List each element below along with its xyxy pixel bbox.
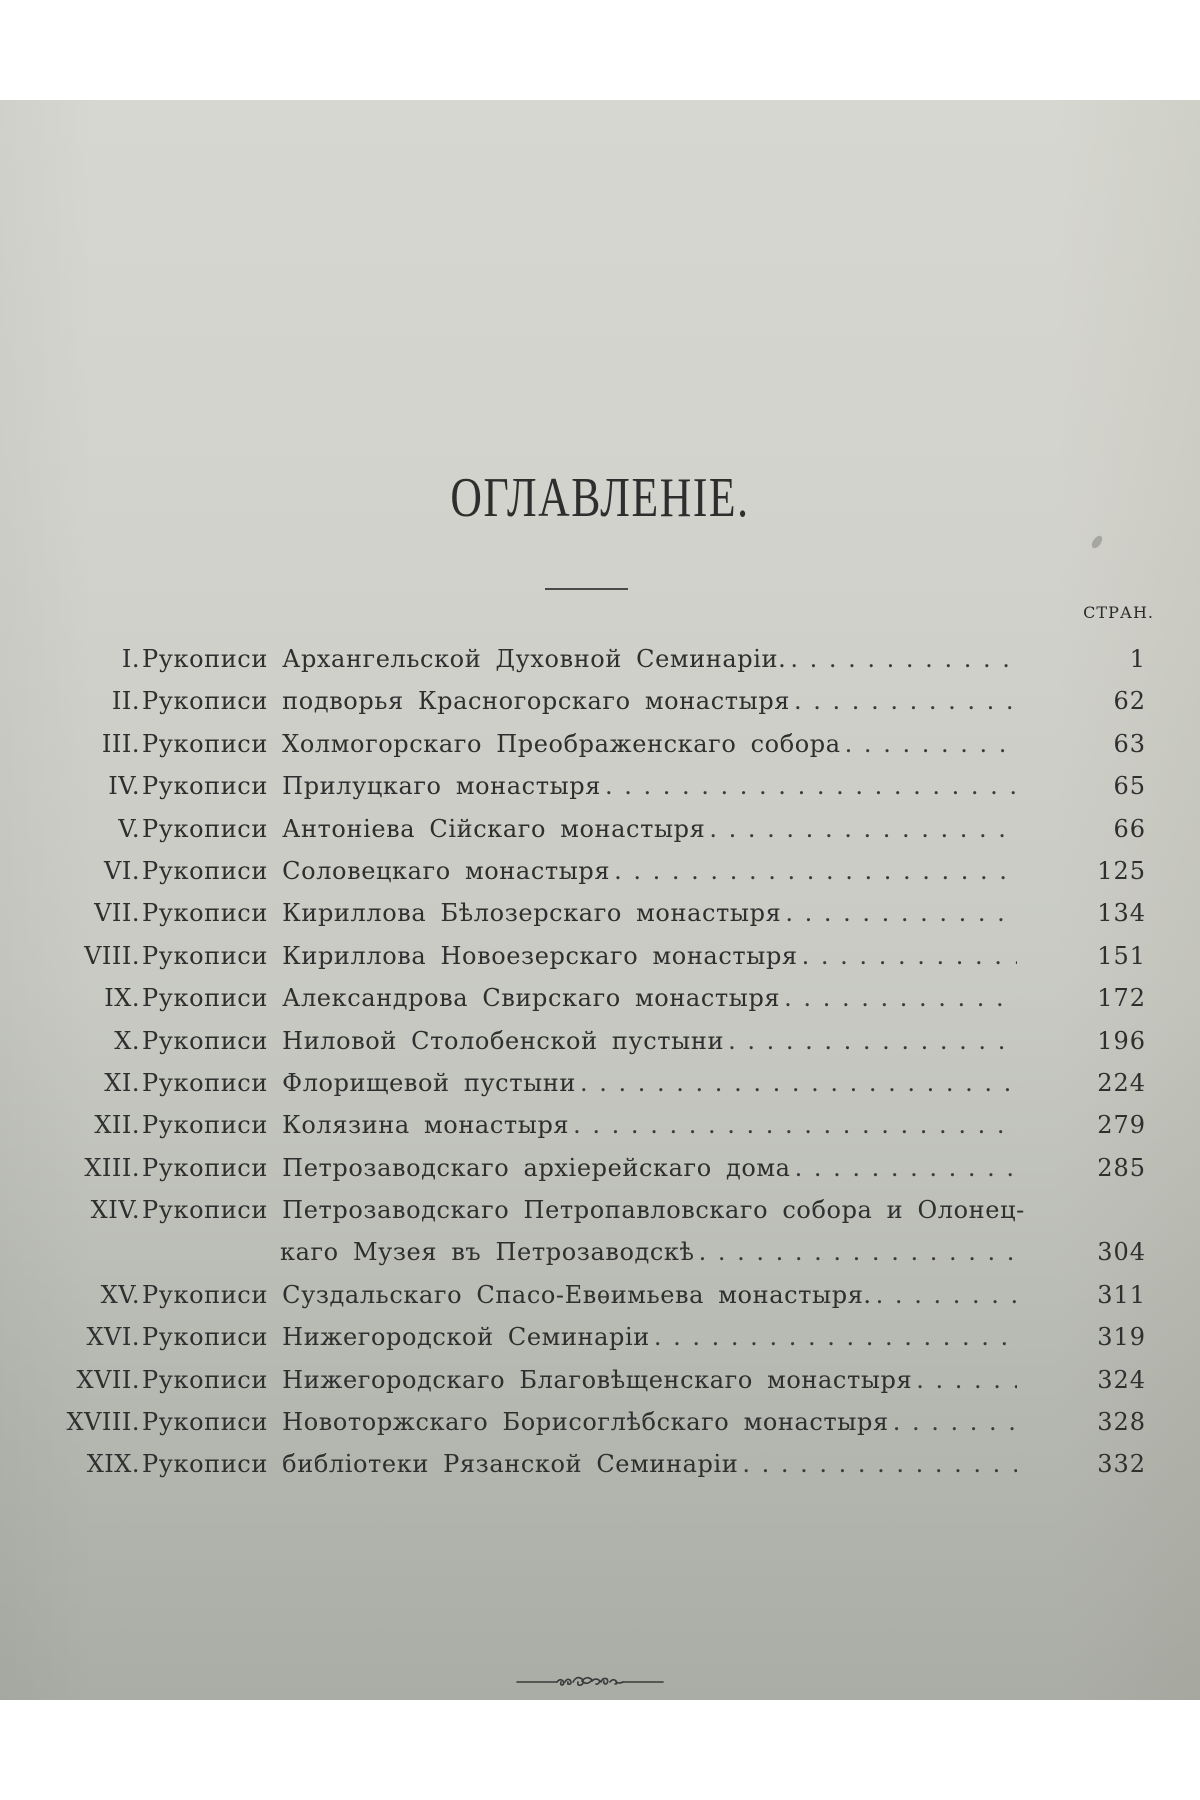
dot-leader — [795, 1154, 1017, 1182]
toc-page-number: 332 — [1097, 1450, 1146, 1479]
toc-entry-14[interactable] — [0, 1190, 1200, 1232]
dot-leader — [580, 1069, 1017, 1097]
toc-numeral: VII. — [94, 899, 140, 928]
toc-entry-13[interactable] — [0, 1148, 1200, 1190]
toc-numeral: XVII. — [76, 1365, 140, 1394]
toc-page-number: 1 — [1129, 645, 1146, 673]
toc-numeral: XVI. — [86, 1323, 140, 1352]
toc-title: Рукописи Соловецкаго монастыря — [142, 856, 611, 885]
toc-title: Рукописи Архангельской Духовной Семинаріи. — [142, 645, 787, 673]
toc-entry-8[interactable] — [0, 936, 1200, 978]
toc-entry-7[interactable] — [0, 893, 1200, 935]
toc-title: Рукописи Ниловой Столобенской пустыни — [142, 1026, 725, 1055]
toc-title: Рукописи Александрова Свирскаго монастыря — [142, 984, 781, 1013]
toc-page-number: 66 — [1113, 814, 1146, 843]
toc-title: Рукописи Колязина монастыря — [142, 1111, 570, 1140]
toc-numeral: XVIII. — [66, 1408, 140, 1437]
dot-leader — [845, 730, 1017, 758]
toc-page-number: 62 — [1113, 687, 1146, 716]
toc-entry-18[interactable] — [0, 1402, 1200, 1444]
toc-title: каго Музея въ Петрозаводскѣ — [280, 1238, 695, 1267]
toc-numeral: XI. — [104, 1068, 140, 1097]
dot-leader — [876, 1281, 1017, 1309]
toc-title: Рукописи библіотеки Рязанской Семинаріи — [142, 1450, 739, 1479]
toc-page-number: 196 — [1097, 1026, 1146, 1055]
title-rule-divider — [545, 588, 628, 590]
dot-leader — [654, 1323, 1017, 1351]
toc-title: Рукописи Нижегородской Семинаріи — [142, 1323, 650, 1352]
toc-entry-19[interactable] — [0, 1444, 1200, 1486]
toc-title: Рукописи подворья Красногорскаго монастыря — [142, 687, 791, 716]
toc-title: Рукописи Суздальскаго Спасо-Евѳимьева монастыря. — [142, 1280, 872, 1309]
toc-page-number: 65 — [1113, 772, 1146, 801]
toc-numeral: VI. — [104, 856, 140, 885]
toc-entry-16[interactable] — [0, 1317, 1200, 1359]
toc-entry-17[interactable] — [0, 1360, 1200, 1402]
scroll-flourish-ornament-icon — [515, 1672, 665, 1688]
toc-numeral: III. — [101, 729, 140, 758]
toc-page-number: 328 — [1097, 1408, 1146, 1437]
toc-numeral: XIX. — [86, 1450, 140, 1479]
dot-leader — [699, 1238, 1017, 1266]
dot-leader — [728, 1027, 1017, 1055]
dot-leader — [916, 1366, 1017, 1394]
toc-entry-6[interactable] — [0, 851, 1200, 893]
toc-page-number: 134 — [1097, 899, 1146, 928]
book-page — [0, 100, 1200, 1700]
page-column-header: СТРАН. — [1083, 603, 1154, 622]
toc-title: Рукописи Холмогорскаго Преображенскаго собора — [142, 729, 841, 758]
dot-leader — [709, 815, 1017, 843]
dot-leader — [605, 772, 1017, 800]
toc-numeral: XIV. — [90, 1196, 140, 1225]
dot-leader — [573, 1111, 1017, 1139]
toc-numeral: X. — [114, 1026, 140, 1055]
toc-page-number: 324 — [1097, 1365, 1146, 1394]
dot-leader — [785, 899, 1017, 927]
dot-leader — [802, 942, 1017, 970]
toc-page-number: 224 — [1097, 1068, 1146, 1097]
toc-entry-15[interactable] — [0, 1275, 1200, 1317]
toc-title: Рукописи Петрозаводскаго Петропавловскаго собора и Олонец- — [142, 1196, 1025, 1225]
toc-entry-2[interactable] — [0, 681, 1200, 723]
ink-smudge — [1090, 534, 1105, 550]
toc-page-number: 285 — [1097, 1153, 1146, 1182]
toc-page-number: 63 — [1113, 729, 1146, 758]
toc-page-number: 151 — [1097, 941, 1146, 970]
toc-entry-5[interactable] — [0, 809, 1200, 851]
toc-title: Рукописи Антоніева Сійскаго монастыря — [142, 814, 706, 843]
dot-leader — [790, 645, 1017, 673]
dot-leader — [893, 1408, 1017, 1436]
toc-title: Рукописи Новоторжскаго Борисоглѣбскаго монастыря — [142, 1408, 889, 1437]
toc-numeral: XIII. — [84, 1153, 140, 1182]
toc-numeral: I. — [121, 645, 140, 673]
toc-entry-3[interactable] — [0, 724, 1200, 766]
toc-page-number: 319 — [1097, 1323, 1146, 1352]
toc-entry-11[interactable] — [0, 1063, 1200, 1105]
toc-numeral: V. — [118, 814, 140, 843]
toc-numeral: XV. — [100, 1280, 140, 1309]
dot-leader — [784, 984, 1017, 1012]
toc-numeral: VIII. — [84, 941, 140, 970]
toc-page-number: 311 — [1097, 1280, 1146, 1309]
page-title: ОГЛАВЛЕНІЕ. — [450, 467, 750, 529]
toc-page-number: 172 — [1097, 984, 1146, 1013]
table-of-contents — [0, 639, 1200, 1487]
toc-entry-10[interactable] — [0, 1021, 1200, 1063]
toc-numeral: XII. — [94, 1111, 140, 1140]
dot-leader — [742, 1450, 1017, 1478]
toc-entry-4[interactable] — [0, 766, 1200, 808]
toc-entry-12[interactable] — [0, 1105, 1200, 1147]
toc-entry-1[interactable] — [0, 639, 1200, 681]
toc-numeral: II. — [111, 687, 140, 716]
toc-entry-14-continuation[interactable] — [0, 1232, 1200, 1274]
toc-title: Рукописи Нижегородскаго Благовѣщенскаго монастыря — [142, 1365, 913, 1394]
dot-leader — [794, 687, 1017, 715]
toc-page-number: 279 — [1097, 1111, 1146, 1140]
toc-title: Рукописи Кириллова Новоезерскаго монастыря — [142, 941, 798, 970]
toc-page-number: 304 — [1097, 1238, 1146, 1267]
toc-title: Рукописи Прилуцкаго монастыря — [142, 772, 601, 801]
toc-entry-9[interactable] — [0, 978, 1200, 1020]
toc-page-number: 125 — [1097, 856, 1146, 885]
dot-leader — [614, 857, 1017, 885]
toc-numeral: IV. — [108, 772, 140, 801]
toc-numeral: IX. — [104, 984, 140, 1013]
toc-title: Рукописи Петрозаводскаго архіерейскаго дома — [142, 1153, 791, 1182]
toc-title: Рукописи Флорищевой пустыни — [142, 1068, 576, 1097]
toc-title: Рукописи Кириллова Бѣлозерскаго монастыря — [142, 899, 782, 928]
